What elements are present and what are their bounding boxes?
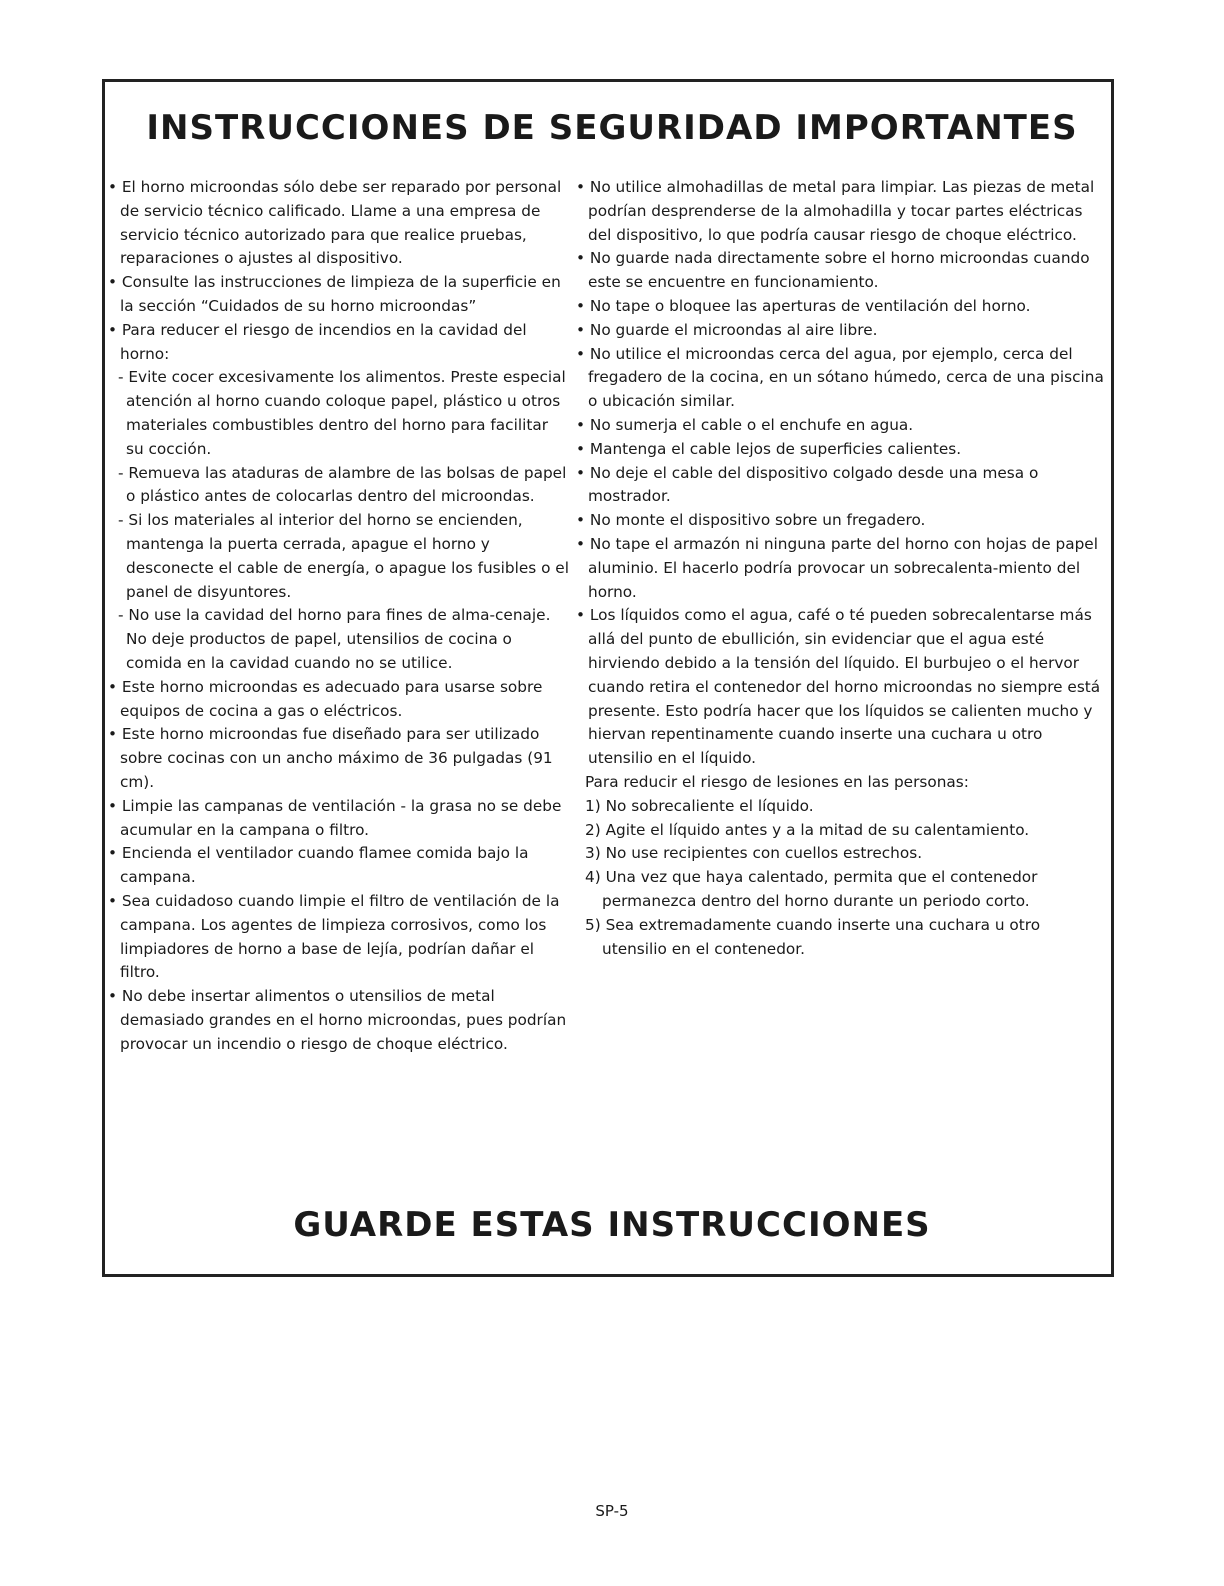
instruction-subitem: - Evite cocer excesivamente los alimentos. Preste especial atención al horno cuando coloque papel, plástico u otros materiales combustibles dentro del horno para facilitar su cocción.	[118, 368, 566, 458]
page-title: INSTRUCCIONES DE SEGURIDAD IMPORTANTES	[146, 108, 1078, 148]
instruction-item: • No sumerja el cable o el enchufe en agua.	[576, 415, 914, 434]
instruction-item: • No monte el dispositivo sobre un fregadero.	[576, 511, 926, 530]
left-instructions-column	[108, 176, 570, 1056]
instruction-item: • Consulte las instrucciones de limpieza de la superficie en la sección “Cuidados de su horno microondas”	[108, 273, 561, 315]
right-instructions-column	[576, 176, 1104, 961]
instruction-item: • No guarde el microondas al aire libre.	[576, 320, 878, 339]
instruction-item: • Este horno microondas es adecuado para usarse sobre equipos de cocina a gas o eléctricos.	[108, 677, 543, 720]
instruction-subitem: - Remueva las ataduras de alambre de las bolsas de papel o plástico antes de colocarlas dentro del microondas.	[118, 463, 567, 506]
instruction-item: • No debe insertar alimentos o utensilios de metal demasiado grandes en el horno microondas, pues podrían provocar un incendio o riesgo de choque eléctrico.	[108, 987, 567, 1053]
numbered-step: 1) No sobrecaliente el líquido.	[585, 796, 814, 815]
instruction-subitem: - No use la cavidad del horno para fines de alma-cenaje. No deje productos de papel, utensilios de cocina o comida en la cavidad cuando no se utilice.	[118, 606, 551, 672]
instruction-item: • No tape el armazón ni ninguna parte del horno con hojas de papel aluminio. El hacerlo podría provocar un sobrecalenta-miento del horno.	[576, 534, 1098, 601]
instruction-item: • Este horno microondas fue diseñado para ser utilizado sobre cocinas con un ancho máximo de 36 pulgadas (91 cm).	[108, 725, 553, 791]
instruction-item: • El horno microondas sólo debe ser reparado por personal de servicio técnico calificado. Llame a una empresa de servicio técnico autorizado para que realice pruebas, reparaciones o ajustes al dispositivo.	[108, 178, 562, 268]
page-number: SP-5	[595, 1502, 629, 1520]
instruction-item: • No guarde nada directamente sobre el horno microondas cuando este se encuentre en funcionamiento.	[576, 249, 1090, 292]
numbered-step: 3) No use recipientes con cuellos estrechos.	[585, 844, 923, 863]
instruction-item: • No utilice almohadillas de metal para limpiar. Las piezas de metal podrían desprenderse de la almohadilla y tocar partes eléctricas del dispositivo, lo que podría causar riesgo de choque eléctrico.	[576, 178, 1095, 244]
numbered-step: 5) Sea extremadamente cuando inserte una cuchara u otro utensilio en el contenedor.	[585, 915, 1041, 958]
instruction-item: • Los líquidos como el agua, café o té pueden sobrecalentarse más allá del punto de ebullición, sin evidenciar que el agua esté hirviendo debido a la tensión del líquido. El burbujeo o el hervor cuando retira el contenedor del horno microondas no siempre está presente. Esto podría hacer que los líquidos se calienten mucho y hiervan repentinamente cuando inserte una cuchara u otro utensilio en el líquido.	[576, 606, 1101, 768]
instruction-item: • No deje el cable del dispositivo colgado desde una mesa o mostrador.	[576, 463, 1039, 506]
instruction-item: • No utilice el microondas cerca del agua, por ejemplo, cerca del fregadero de la cocina, en un sótano húmedo, cerca de una piscina o ubicación similar.	[576, 344, 1104, 411]
numbered-step: 2) Agite el líquido antes y a la mitad de su calentamiento.	[585, 820, 1030, 839]
instruction-subitem: - Si los materiales al interior del horno se encienden, mantenga la puerta cerrada, apague el horno y desconecte el cable de energía, o apague los fusibles o el panel de disyuntores.	[118, 511, 569, 601]
instruction-item: • Sea cuidadoso cuando limpie el filtro de ventilación de la campana. Los agentes de limpieza corrosivos, como los limpiadores de horno a base de lejía, podrían dañar el filtro.	[108, 891, 560, 982]
footer-title: GUARDE ESTAS INSTRUCCIONES	[293, 1205, 931, 1245]
instruction-item: • No tape o bloquee las aperturas de ventilación del horno.	[576, 296, 1031, 315]
instruction-item: • Mantenga el cable lejos de superficies calientes.	[576, 439, 962, 458]
instruction-item: • Para reducer el riesgo de incendios en la cavidad del horno:	[108, 320, 527, 363]
instruction-item: • Encienda el ventilador cuando flamee comida bajo la campana.	[108, 844, 529, 887]
instruction-note: Para reducir el riesgo de lesiones en las personas:	[585, 772, 969, 791]
instruction-item: • Limpie las campanas de ventilación - la grasa no se debe acumular en la campana o filtro.	[108, 796, 562, 839]
numbered-step: 4) Una vez que haya calentado, permita que el contenedor permanezca dentro del horno durante un periodo corto.	[585, 868, 1038, 910]
